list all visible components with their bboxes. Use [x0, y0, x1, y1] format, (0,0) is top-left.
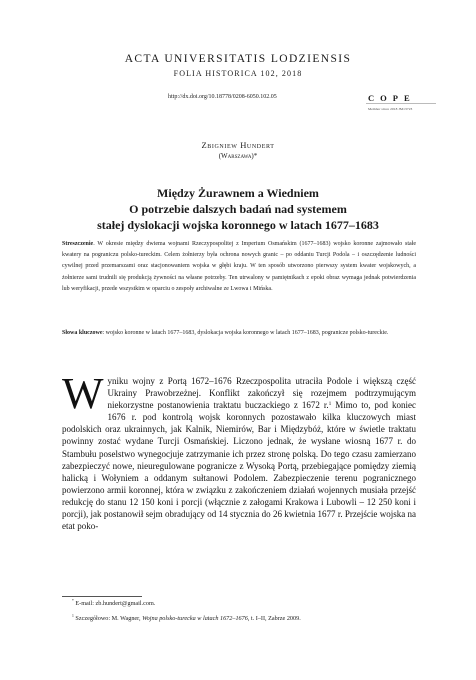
keywords-text: : wojsko koronne w latach 1677–1683, dyslokacja wojska koronnego w latach 1677–1683, pogranicze polsko-tureckie.: [102, 330, 389, 336]
abstract: [62, 239, 416, 295]
article-title: [40, 185, 436, 233]
keywords: [62, 328, 416, 339]
footnote-mark: *: [72, 599, 74, 603]
cope-letter: P: [392, 93, 398, 103]
affiliation-text: (Warszawa)*: [218, 152, 258, 160]
doi-link[interactable]: http://dx.doi.org/10.18778/0208-6050.102.05: [168, 94, 277, 100]
cope-logo: [368, 93, 436, 111]
body-text: [62, 369, 416, 532]
cope-subtitle: Member since 2018 JM13723: [368, 107, 413, 111]
title-line: Między Żurawnem a Wiedniem: [157, 186, 319, 200]
footnote-mark: 1: [72, 614, 74, 618]
body-paragraph-rest: Mimo to, pod koniec 1676 r. pod kontrolą wojsk koronnych pozostawało kilka kluczowych miast podolskich oraz ukrainnych, jak Kalnik, Niemirów, Bar i Międzybóż, które w świetle traktatu powinny zostać wydane Turcji Osmańskiej. Liczono jednak, że wysłane wiosną 1677 r. do Stambułu poselstwo wynegocjuje zatrzymanie ich przez stronę polską. Do tego czasu zamierzano zabezpieczyć nowe, nieuregulowane pogranicze z Wysoką Portą, przebiegające pomiędzy ziemią halicką i Wołyniem a oddanym sułtanowi Podolem. Zabezpieczenie terenu pogranicznego powierzono armii koronnej, która w związku z zakończeniem działań wojennych musiała przejść redukcję do stanu 12 150 koni i porcji (włącznie z załogami Krakowa i Lubowli – 12 250 koni i porcji), jak postanowił sejm obradujący od 14 stycznia do 26 kwietnia 1677 r. Przejście wojska na etat poko-: [62, 400, 416, 532]
footnote-1-title: Wojna polsko-turecka w latach 1672–1676: [142, 615, 248, 622]
drop-cap: W: [62, 369, 104, 418]
footnote-1: [72, 615, 301, 622]
cope-letter: E: [403, 93, 410, 103]
footnote-divider: [62, 596, 142, 597]
cope-divider: [366, 103, 436, 104]
abstract-label: Streszczenie: [62, 241, 94, 247]
title-line: stałej dyslokacji wojska koronnego w latach 1677–1683: [97, 218, 379, 232]
author-name-text: Zbigniew Hundert: [201, 140, 275, 150]
journal-issue: FOLIA HISTORICA 102, 2018: [173, 69, 303, 78]
journal-title: ACTA UNIVERSITATIS LODZIENSIS: [124, 53, 352, 65]
cope-letter: O: [380, 93, 387, 103]
keywords-label: Słowa kluczowe: [62, 330, 103, 336]
cope-letters: [368, 93, 436, 103]
title-line: O potrzebie dalszych badań nad systemem: [129, 202, 347, 216]
footnote-ref[interactable]: 1: [328, 401, 332, 408]
abstract-text: . W okresie między dwiema wojnami Rzeczypospolitej z Imperium Osmańskim (1677–1683) wojsko koronne zajmowało stałe kwatery na pograniczu polsko-tureckim. Celem żołnierzy była ochrona nowych granic – po oddaniu Turcji Podola – i oszczędzenie ludności cywilnej przed przemarszami oraz stacjonowaniem wojska w głębi kraju. W ten sposób utworzono pierwszy system kwater wojskowych, a żołnierze sami trudnili się produkcją żywności na własne potrzeby. Ten utrwalony w pamiętnikach z epoki obraz wymaga jednak potwierdzenia lub weryfikacji, przede wszystkim w oparciu o zespoły archiwalne ze Lwowa i Mińska.: [62, 241, 416, 292]
footnote-email: [72, 600, 155, 607]
footnote-1-before: Szczegółowo: M. Wagner,: [75, 615, 143, 622]
cope-letter: C: [368, 93, 375, 103]
footnote-email-text: E-mail: zb.hundert@gmail.com.: [75, 600, 156, 607]
body-paragraph-start: yniku wojny z Portą 1672–1676 Rzeczpospolita utraciła Podole i większą część Ukrainy Prawobrzeżnej. Konflikt zakończył się rozejmem podtrzymującym niekorzystne postanowienia traktatu buczackiego z 1672 r.: [107, 376, 416, 411]
author-name: [0, 140, 476, 150]
author-affiliation: [0, 152, 476, 160]
footnote-1-after: , t. I–II, Zabrze 2009.: [247, 615, 301, 622]
